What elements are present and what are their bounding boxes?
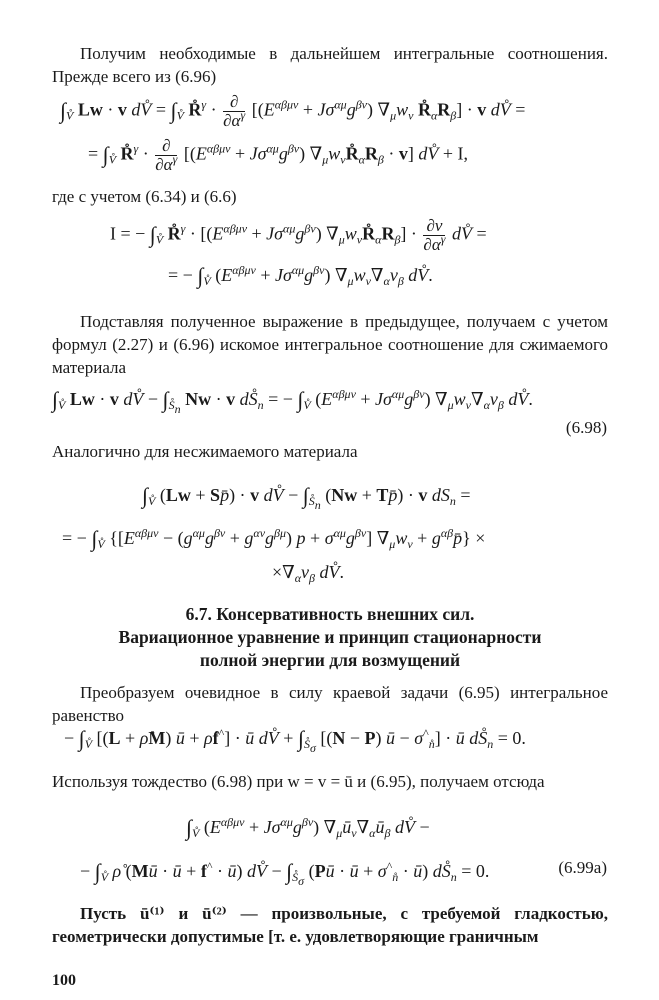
equation-number-699a: (6.99а) — [558, 858, 607, 877]
equation-2-line-1: I = − $\int_{V̊}$ R̊$^\gamma$ · [$(E^{\alpha\beta\mu\nu} + J\sigma^{\alpha\mu}g^{\beta\nu})$ $\nabla_\mu w_\nu R̊_\alpha R_\beta$] · $\frac{\partial v}{\partial\alpha^\gamma}$ dV̊ = — [110, 216, 487, 254]
paragraph-let: Пусть ū⁽¹⁾ и ū⁽²⁾ — произвольные, с требуемой гладкостью, геометрически допустимые [т. е. удовлетворяющие граничным — [52, 904, 608, 946]
equation-6-line-1: $\int_{V̊}$ $(E^{\alpha\beta\mu\nu} + J\sigma^{\alpha\mu}g^{\beta\nu})$ $\nabla_\mu ū_\nu\nabla_\alpha ū_\beta$ dV̊ − — [186, 815, 430, 840]
paragraph-where: где с учетом (6.34) и (6.6) — [52, 187, 237, 206]
paragraph-transform: Преобразуем очевидное в силу краевой задачи (6.95) интегральное равенство — [52, 683, 608, 725]
equation-6-line-2: − $\int_{V̊}$ ρ̊ (Mū · ū + f^ · ū) dV̊ − $\int_{S̊_\sigma}$ (Pū · ū + $\sigma^{\^{}}_{n̊}$ · ū) $dS̊_n = 0$. — [80, 859, 490, 888]
section-heading-line-2: Вариационное уравнение и принцип стационарности — [118, 627, 542, 647]
page-number: 100 — [52, 972, 76, 989]
equation-4-line-3: $\times\nabla_\alpha v_\beta$ dV̊. — [272, 562, 345, 585]
equation-3: $\int_{V̊}$ Lw · v dV̊ − $\int_{S̊_n}$ Nw · v $dS̊_n$ = − $\int_{V̊}$ $(E^{\alpha\beta\mu\nu} + J\sigma^{\alpha\mu}g^{\beta\nu})$ $\nabla_\mu w_\nu\nabla_\alpha v_\beta$ dV̊. — [52, 387, 533, 416]
paragraph-using: Используя тождество (6.98) при w = v = ū и (6.95), получаем отсюда — [52, 772, 545, 791]
equation-4-line-1: $\int_{V̊}$ (Lw + Sp̄) · v dV̊ − $\int_{S̊_n}$ (Nw + Tp̄) · v $dS_n$ = — [142, 483, 471, 512]
equation-1-line-2: = $\int_{V̊}$ R̊$^\gamma$ · $\frac{\partial}{\partial\alpha^\gamma}$ [$(E^{\alpha\beta\mu\nu} + J\sigma^{\alpha\mu}g^{\beta\nu})$ $\nabla_\mu w_\nu R̊_\alpha R_\beta \cdot v$] dV̊ + I, — [88, 136, 469, 174]
equation-4-line-2: = − $\int_{V̊}$ {$[E^{\alpha\beta\mu\nu} - (g^{\alpha\mu}g^{\beta\nu} + g^{\alpha\nu}g^{\beta\mu}) p + \sigma^{\alpha\mu}g^{\beta\nu}] \nabla_\mu w_\nu$ + $g^{\alpha\beta}p̄$} × — [62, 526, 486, 551]
equation-number-698: (6.98) — [565, 418, 607, 437]
section-heading-line-1: 6.7. Консервативность внешних сил. — [185, 604, 475, 624]
equation-2-line-2: = − $\int_{V̊}$ $(E^{\alpha\beta\mu\nu} + J\sigma^{\alpha\mu}g^{\beta\nu})$ $\nabla_\mu w_\nu\nabla_\alpha v_\beta$ dV̊. — [168, 263, 433, 288]
paragraph-similarly: Аналогично для несжимаемого материала — [52, 442, 358, 461]
paragraph-intro: Получим необходимые в дальнейшем интегральные соотношения. Прежде всего из (6.96) — [52, 44, 608, 86]
equation-1-line-1: $\int_{V̊}$ Lw · v dV̊ = $\int_{V̊}$ R̊$^\gamma$ · $\frac{\partial}{\partial\alpha^\gamma}$ [$(E^{\alpha\beta\mu\nu} + J\sigma^{\alpha\mu}g^{\beta\nu})$ $\nabla_\mu w_\nu$ $R̊_\alpha R_\beta] \cdot v$ dV̊ = — [60, 92, 526, 130]
equation-5: − $\int_{V̊}$ [(L + ρ̊M) ū + ρ̊f^] · ū dV̊ + $\int_{S̊_\sigma}$ [(N − P) ū − $\sigma^{\^{}}_{n̊}$] · ū $dS̊_n = 0$. — [64, 726, 526, 755]
paragraph-substituting: Подставляя полученное выражение в предыдущее, получаем с учетом формул (2.27) и (6.96) искомое интегральное соотношение для сжимаемого материала — [52, 312, 608, 377]
section-heading-line-3: полной энергии для возмущений — [199, 650, 461, 670]
